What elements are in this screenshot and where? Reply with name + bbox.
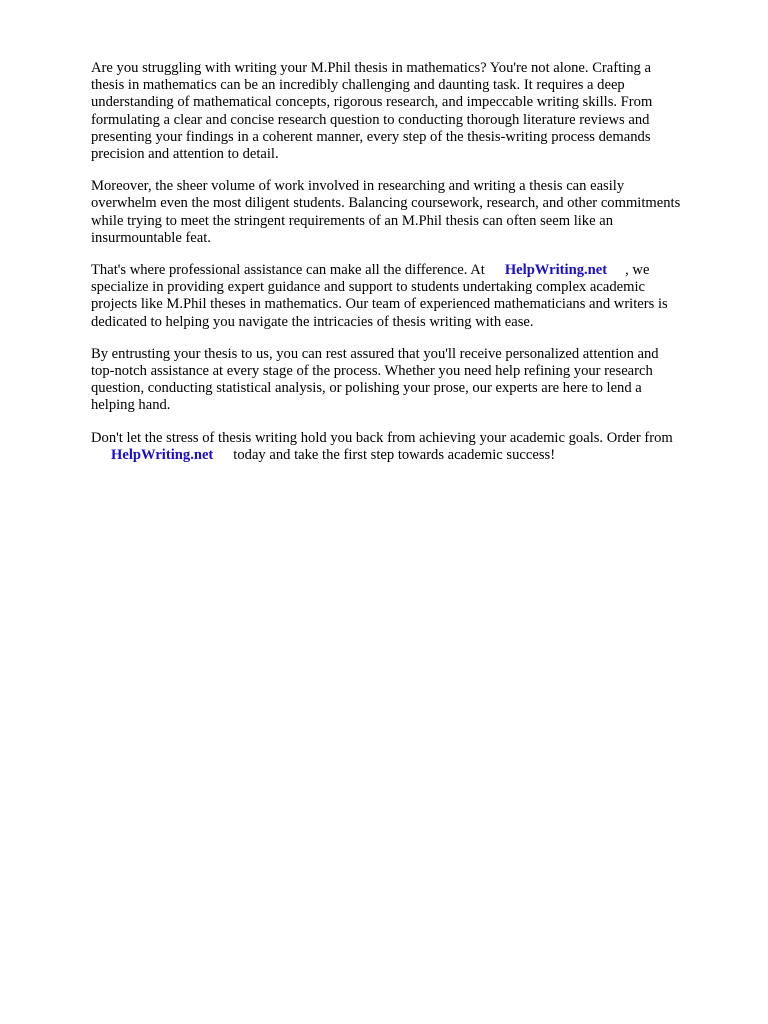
paragraph-line: Don't let the stress of thesis writing hold you back from achieving your academic goals. Order from bbox=[91, 429, 673, 446]
paragraph-line: top-notch assistance at every stage of the process. Whether you need help refining your research bbox=[91, 363, 653, 380]
paragraph-line: precision and attention to detail. bbox=[91, 146, 279, 163]
paragraph-line: while trying to meet the stringent requirements of an M.Phil thesis can often seem like an bbox=[91, 212, 614, 229]
paragraph-workload bbox=[91, 178, 731, 247]
paragraph-line: specialize in providing expert guidance and support to students undertaking complex academic bbox=[91, 279, 645, 296]
paragraph-line: Moreover, the sheer volume of work involved in researching and writing a thesis can easily bbox=[91, 178, 625, 195]
paragraph-line: presenting your findings in a coherent manner, every step of the thesis-writing process demands bbox=[91, 128, 651, 145]
paragraph-text: That's where professional assistance can make all the difference. At bbox=[91, 262, 485, 279]
paragraph-line: insurmountable feat. bbox=[91, 229, 211, 246]
paragraph-text: today and take the first step towards academic success! bbox=[233, 446, 556, 463]
document-body bbox=[91, 60, 731, 479]
helpwriting-link[interactable]: HelpWriting.net bbox=[504, 262, 608, 279]
paragraph-line: formulating a clear and concise research question to conducting thorough literature reviews and bbox=[91, 111, 650, 128]
paragraph-line bbox=[91, 447, 731, 464]
paragraph-line: question, conducting statistical analysis, or polishing your prose, our experts are here to lend a bbox=[91, 380, 642, 397]
paragraph-line: overwhelm even the most diligent students. Balancing coursework, research, and other commitments bbox=[91, 195, 681, 212]
paragraph-line: projects like M.Phil theses in mathematics. Our team of experienced mathematicians and writers is bbox=[91, 296, 668, 313]
paragraph-line: understanding of mathematical concepts, rigorous research, and impeccable writing skills. From bbox=[91, 94, 653, 111]
paragraph-trust bbox=[91, 346, 731, 415]
paragraph-assistance bbox=[91, 262, 731, 331]
paragraph-line bbox=[91, 262, 731, 279]
paragraph-line: dedicated to helping you navigate the intricacies of thesis writing with ease. bbox=[91, 313, 534, 330]
paragraph-line: By entrusting your thesis to us, you can rest assured that you'll receive personalized attention and bbox=[91, 345, 659, 362]
paragraph-line: helping hand. bbox=[91, 397, 171, 414]
paragraph-text: , we bbox=[625, 262, 650, 279]
paragraph-intro bbox=[91, 60, 731, 163]
helpwriting-link[interactable]: HelpWriting.net bbox=[111, 446, 214, 463]
paragraph-line: Are you struggling with writing your M.Phil thesis in mathematics? You're not alone. Crafting a bbox=[91, 60, 651, 76]
paragraph-call-to-action bbox=[91, 430, 731, 464]
paragraph-line: thesis in mathematics can be an incredibly challenging and daunting task. It requires a deep bbox=[91, 77, 625, 94]
